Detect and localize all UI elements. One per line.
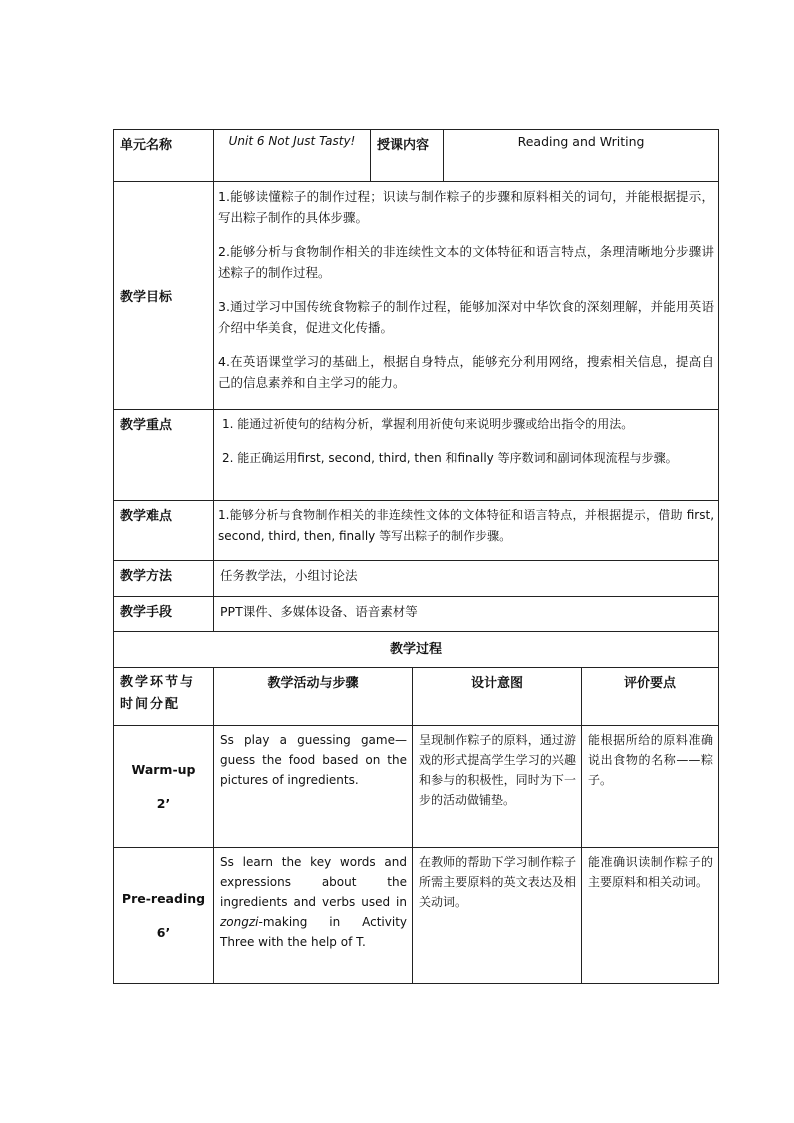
content-label: 授课内容 bbox=[371, 130, 444, 182]
means-cell bbox=[214, 597, 719, 632]
evaluation-cell bbox=[582, 726, 719, 848]
process-row-prereading bbox=[114, 848, 719, 984]
lesson-plan-table bbox=[113, 129, 719, 984]
process-title-row bbox=[114, 632, 719, 668]
activity-text: Ss play a guessing game—guess the food based on the pictures of ingredients. bbox=[220, 733, 407, 787]
intent-text: 在教师的帮助下学习制作粽子所需主要原料的英文表达及相关动词。 bbox=[419, 855, 577, 909]
goals-content bbox=[214, 182, 719, 410]
content-value: Reading and Writing bbox=[444, 130, 719, 182]
process-title: 教学过程 bbox=[114, 632, 719, 668]
difficulties-row bbox=[114, 501, 719, 561]
goal-item: 2.能够分析与食物制作相关的非连续性文本的文体特征和语言特点，条理清晰地分步骤讲述粽子的制作过程。 bbox=[218, 244, 715, 280]
evaluation-text: 能准确识读制作粽子的主要原料和相关动词。 bbox=[588, 855, 714, 889]
unit-label: 单元名称 bbox=[114, 130, 214, 182]
intent-cell bbox=[413, 848, 582, 984]
methods-value: 任务教学法，小组讨论法 bbox=[220, 568, 358, 583]
means-row bbox=[114, 597, 719, 632]
goal-item: 3.通过学习中国传统食物粽子的制作过程，能够加深对中华饮食的深刻理解，并能用英语介绍中华美食，促进文化传播。 bbox=[218, 299, 715, 335]
goal-item: 4.在英语课堂学习的基础上，根据自身特点，能够充分利用网络，搜索相关信息，提高自己的信息素养和自主学习的能力。 bbox=[218, 354, 715, 390]
evaluation-cell bbox=[582, 848, 719, 984]
activity-cell bbox=[214, 726, 413, 848]
activity-text bbox=[214, 848, 412, 952]
key-point-item: 1. 能通过祈使句的结构分析，掌握利用祈使句来说明步骤或给出指令的用法。 bbox=[222, 417, 634, 431]
key-points-content bbox=[214, 410, 719, 501]
intent-cell bbox=[413, 726, 582, 848]
evaluation-text: 能根据所给的原料准确说出食物的名称——粽子。 bbox=[588, 733, 714, 787]
column-evaluation: 评价要点 bbox=[582, 668, 719, 726]
goal-item: 1.能够读懂粽子的制作过程；识读与制作粽子的步骤和原料相关的词句，并能根据提示，写出粽子制作的具体步骤。 bbox=[218, 189, 715, 225]
difficulties-content bbox=[214, 501, 719, 561]
stage-time: 6’ bbox=[156, 924, 171, 940]
methods-cell bbox=[214, 561, 719, 597]
process-header-row bbox=[114, 668, 719, 726]
stage-name: Warm-up bbox=[131, 761, 196, 777]
activity-text-part: -making in Activity Three with the help of T. bbox=[220, 915, 407, 949]
activity-cell bbox=[214, 848, 413, 984]
stage-cell bbox=[114, 726, 214, 848]
activity-text-italic: zongzi bbox=[220, 915, 259, 929]
column-stage-time: 教学环节与时间分配 bbox=[114, 668, 214, 726]
key-point-item: 2. 能正确运用first, second, third, then 和finally 等序数词和副词体现流程与步骤。 bbox=[222, 451, 678, 465]
intent-text: 呈现制作粽子的原料，通过游戏的形式提高学生学习的兴趣和参与的积极性，同时为下一步的活动做铺垫。 bbox=[419, 733, 577, 807]
difficulty-item: 1.能够分析与食物制作相关的非连续性文体的文体特征和语言特点，并根据提示，借助 first, second, third, then, finally 等写出粽子的制作步骤。 bbox=[218, 508, 715, 543]
means-value: PPT课件、多媒体设备、语音素材等 bbox=[220, 604, 418, 619]
activity-text-part: Ss learn the key words and expressions about the ingredients and verbs used in bbox=[220, 855, 407, 909]
methods-row bbox=[114, 561, 719, 597]
header-row bbox=[114, 130, 719, 182]
column-intent: 设计意图 bbox=[413, 668, 582, 726]
goals-label: 教学目标 bbox=[114, 182, 214, 410]
key-points-label: 教学重点 bbox=[114, 410, 214, 501]
difficulties-label: 教学难点 bbox=[114, 501, 214, 561]
key-points-row bbox=[114, 410, 719, 501]
stage-time: 2’ bbox=[156, 795, 171, 811]
stage-name: Pre-reading bbox=[121, 890, 206, 906]
unit-value: Unit 6 Not Just Tasty! bbox=[214, 130, 371, 182]
methods-label: 教学方法 bbox=[114, 561, 214, 597]
column-activity: 教学活动与步骤 bbox=[214, 668, 413, 726]
goals-row bbox=[114, 182, 719, 410]
means-label: 教学手段 bbox=[114, 597, 214, 632]
process-row-warmup bbox=[114, 726, 719, 848]
stage-cell bbox=[114, 848, 214, 984]
